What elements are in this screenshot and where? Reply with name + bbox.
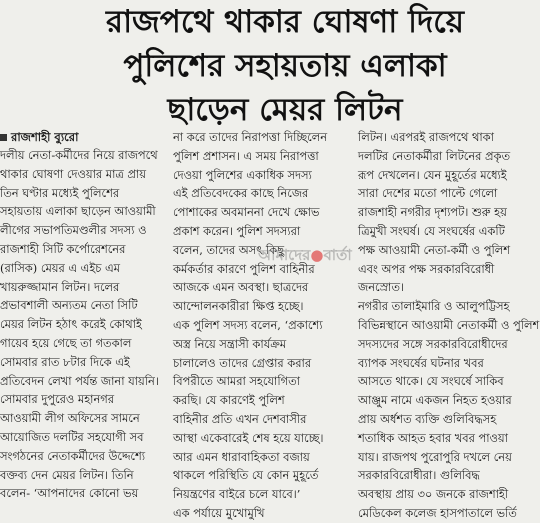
text-line: মেডিকেল কলেজ হাসপাতালে ভর্তি [358, 505, 517, 520]
article-column-3 [358, 128, 540, 520]
text-line: আওয়ামী লীগ অফিসের সামনে [0, 411, 140, 426]
text-line: দলটির নেতাকর্মীরা লিটনের প্রকৃত [358, 148, 511, 163]
text-line: থাকার ঘোষণা দেওয়ার মাত্র প্রায় [0, 166, 146, 181]
article-column-2 [173, 128, 353, 520]
text-line: বিপরীতে আমরা সহযোগিতা [173, 374, 300, 389]
text-line: সোমবার রাত ৮টার দিকে এই [0, 354, 130, 369]
text-line: নগরীর তালাইমারি ও আলুপট্টিসহ [358, 299, 510, 314]
watermark-text-right: বার্তা [323, 246, 352, 264]
text-line: বলেন, তাদের অসৎ কিছু [173, 242, 284, 257]
text-line: সরকারবিরোধীরা। গুলিবিদ্ধ [358, 468, 480, 483]
text-line: করছি। যে কারণেই পুলিশ [173, 393, 285, 408]
headline-line: রাজপথে থাকার ঘোষণা দিয়ে [106, 4, 464, 40]
text-line: পোশাকের অবমাননা দেখে ক্ষোভ [173, 205, 320, 220]
text-line: শতাধিক আহত হবার খবর পাওয়া [358, 430, 508, 445]
text-line: প্রকাশ করেন। পুলিশ সদস্যরা [173, 223, 301, 238]
text-line: কর্মকর্তার কারণে পুলিশ বাহিনীর [173, 261, 315, 276]
text-line: ত্রিমুখী সংঘর্ষ। যে সংঘর্ষের একটি [358, 223, 505, 238]
text-line: এই প্রতিবেদকের কাছে নিজের [173, 186, 309, 201]
text-line: আন্দোলনকারীরা ক্ষিপ্ত হচ্ছে। [173, 299, 304, 314]
text-line: জনস্রোত। [358, 280, 404, 295]
text-line: চালালেও তাদের গ্রেপ্তার করার [173, 355, 312, 370]
text-line: আঞ্জুম নামে একজন নিহত হওয়ার [358, 393, 512, 408]
text-line: আজকে এমন অবস্থা। ছাত্রদের [173, 280, 309, 295]
text-line: অবস্থায় প্রায় ৩০ জনকে রাজশাহী [358, 487, 509, 502]
text-line: প্রায় অর্ধশত ব্যক্তি গুলিবিদ্ধসহ [358, 411, 497, 426]
text-line: সারা দেশের মতো পাল্টে গেলো [358, 186, 498, 201]
text-line: থাকলে পরিস্থিতি যে কোন মুহূর্তে [173, 468, 319, 483]
article-column-1 [0, 128, 168, 501]
text-line: প্রতিবেদন লেখা পর্যন্ত জানা যায়নি। [0, 373, 159, 388]
text-line: এবং অপর পক্ষ সরকারবিরোধী [358, 261, 495, 276]
text-line: সহায়তায় এলাকা ছাড়েন আওয়ামী [0, 204, 156, 219]
text-line: খায়রুজ্জামান লিটন। দলের [0, 279, 120, 294]
text-line: বলেন- ‘আপনাদের কোনো ভয় [0, 486, 139, 501]
text-line: সদস্যদের সঙ্গে সরকারবিরোধীদের [358, 336, 508, 351]
text-line: এক পর্যায়ে মুখোমুখি [173, 505, 265, 520]
watermark-text-left: আমাদের [258, 246, 311, 264]
byline [0, 128, 168, 146]
text-line: রাজশাহী নগরীর দৃশ্যপট। শুরু হয় [358, 205, 507, 220]
text-line: আয়োজিত দলটির সহযোগী সব [0, 429, 144, 444]
bullet-square-icon [0, 134, 7, 141]
headline-line: পুলিশের সহায়তায় এলাকা [123, 48, 447, 84]
text-line: সংগঠনের নেতাকর্মীদের উদ্দেশ্যে [0, 448, 146, 463]
text-line: লিটন। এরপরই রাজপথে থাকা [358, 130, 494, 144]
text-line: আর এমন ধারাবাহিকতা বজায় [173, 449, 310, 464]
text-line: আসতে থাকে। যে সংঘর্ষে সাকিব [358, 374, 504, 389]
text-line: পুলিশ প্রশাসন। এ সময় নিরাপত্তা [173, 148, 319, 163]
text-line: গায়েব হয়ে গেছে তা গতকাল [0, 335, 132, 350]
text-line: বক্তব্য দেন মেয়র লিটন। তিনি [0, 467, 134, 482]
text-line: যায়। রাজপথ পুরোপুরি দখলে নেয় [358, 449, 512, 464]
text-line: (রাসিক) মেয়র এ এইচ এম [0, 260, 121, 275]
text-line: লীগের সভাপতিমণ্ডলীর সদস্য ও [0, 223, 147, 238]
headline-line: ছাড়েন মেয়র লিটন [167, 92, 403, 128]
text-line: তিন ঘণ্টার মধ্যেই পুলিশের [0, 185, 120, 200]
text-line: আস্থা একেবারেই শেষ হয়ে যাচ্ছে। [173, 430, 324, 445]
text-line: বাহিনীর প্রতি এখন দেশবাসীর [173, 411, 307, 426]
text-line: নিয়ন্ত্রণের বাইরে চলে যাবে।’ [173, 487, 301, 502]
text-line: বিভিন্নস্থানে আওয়ামী নেতাকর্মী ও পুলিশ [358, 317, 540, 332]
text-line: অস্ত্র নিয়ে সন্ত্রাসী কার্যক্রম [173, 336, 287, 351]
watermark-dot-icon: ● [310, 246, 324, 264]
text-line: দলীয় নেতা-কর্মীদের নিয়ে রাজপথে [0, 148, 158, 162]
text-line: মেয়র লিটন হঠাৎ করেই কোথাই [0, 317, 142, 332]
watermark-logo [258, 242, 378, 268]
text-line: পক্ষ আওয়ামী নেতা-কর্মী ও পুলিশ [358, 242, 510, 257]
text-line: এক পুলিশ সদস্য বলেন, ‘প্রকাশ্যে [173, 317, 323, 332]
text-line: না করে তাদের নিরাপত্তা দিচ্ছিলেন [173, 130, 328, 144]
headline [40, 0, 530, 132]
text-line: ব্যাপক সংঘর্ষের ঘটনার খবর [358, 355, 484, 370]
text-line: সোমবার দুপুরেও মহানগর [0, 392, 115, 407]
byline-text: রাজশাহী ব্যুরো [11, 130, 79, 144]
text-line: রাজশাহী সিটি কর্পোরেশনের [0, 241, 126, 256]
text-line: রূপ দেখলেন। যেন মুহূর্তের মধ্যেই [358, 167, 507, 182]
text-line: প্রভাবশালী অন্যতম নেতা সিটি [0, 298, 138, 313]
text-line: দেওয়া পুলিশের একাধিক সদস্য [173, 167, 312, 182]
